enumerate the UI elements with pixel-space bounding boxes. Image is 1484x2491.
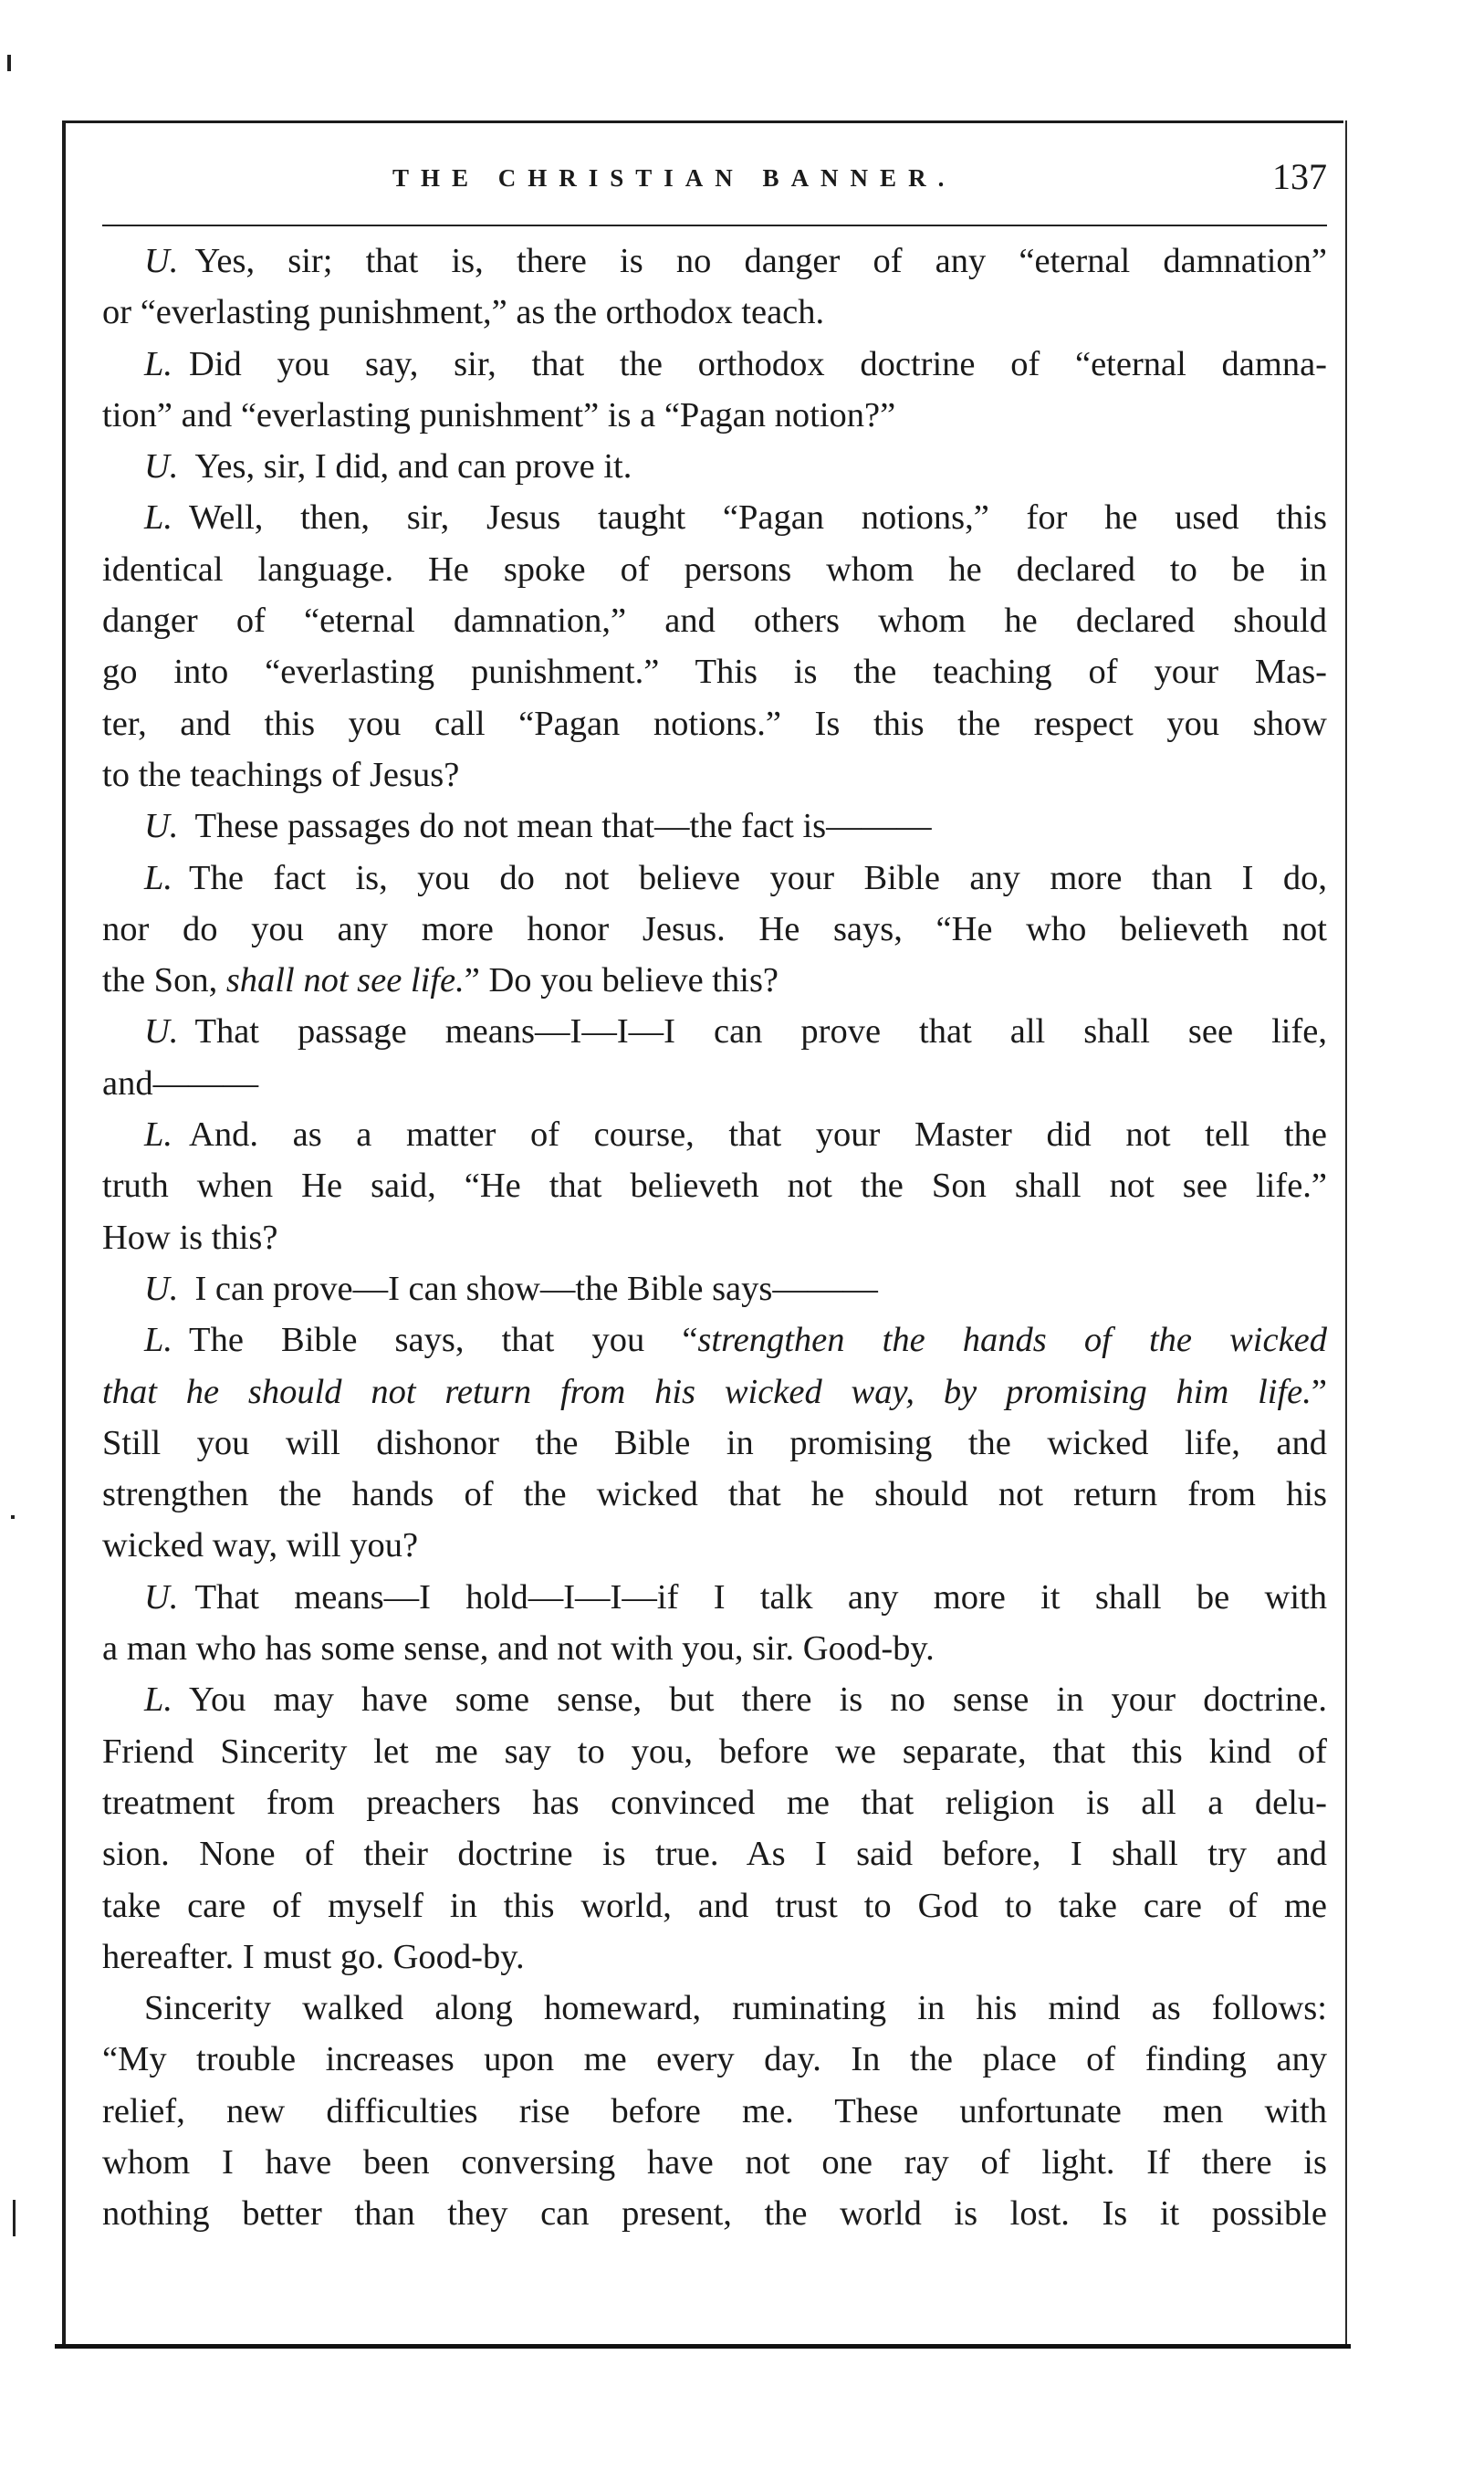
line-text-after: ” Do you believe this? — [464, 961, 779, 1000]
line-text: whom I have been conversing have not one ray of light. If there is — [102, 2142, 1327, 2182]
text-line — [102, 595, 1327, 646]
body-text — [102, 235, 1327, 2240]
line-text: danger of “eternal damnation,” and others whom he declared should — [102, 602, 1327, 641]
line-text: the Son, — [102, 961, 226, 1000]
line-text: Sincerity walked along homeward, ruminating in his mind as follows: — [144, 1989, 1327, 2028]
line-text: a man who has some sense, and not with you, sir. Good-by. — [102, 1629, 935, 1669]
text-line — [102, 441, 1327, 492]
line-text: treatment from preachers has convinced me that religion is all a delu- — [102, 1783, 1327, 1822]
text-line — [102, 853, 1327, 904]
line-text: And. as a matter of course, that your Master did not tell the — [189, 1115, 1327, 1155]
text-line — [102, 1263, 1327, 1314]
line-text: nor do you any more honor Jesus. He says, “He who believeth not — [102, 909, 1327, 948]
line-text: take care of myself in this world, and trust to God to take care of me — [102, 1886, 1327, 1925]
line-text: “My trouble increases upon me every day. In the place of finding any — [102, 2040, 1327, 2079]
text-line — [102, 1160, 1327, 1211]
text-line — [102, 492, 1327, 543]
text-line — [102, 1828, 1327, 1879]
line-text: The fact is, you do not believe your Bible any more than I do, — [189, 858, 1327, 897]
text-line — [102, 904, 1327, 955]
text-line — [102, 801, 1327, 852]
text-line — [102, 2034, 1327, 2085]
speaker-label: U. — [144, 447, 179, 487]
speaker-label: U. — [144, 807, 179, 846]
text-line — [102, 1418, 1327, 1469]
line-text: go into “everlasting punishment.” This is the teaching of your Mas- — [102, 653, 1327, 692]
scan-edge-mark — [13, 2200, 16, 2236]
scan-edge-mark — [7, 55, 11, 71]
text-line — [102, 287, 1327, 338]
line-text: strengthen the hands of the wicked that he should not return from his — [102, 1475, 1327, 1514]
speaker-label: L. — [144, 1115, 173, 1155]
line-text: identical language. He spoke of persons whom he declared to be in — [102, 549, 1327, 589]
speaker-label: L. — [144, 344, 173, 383]
speaker-label: U. — [144, 242, 179, 280]
speaker-label: U. — [144, 1577, 179, 1617]
text-line — [102, 339, 1327, 390]
line-text: Yes, sir, I did, and can prove it. — [194, 447, 632, 487]
scan-edge-mark — [11, 1515, 15, 1519]
text-line — [102, 1931, 1327, 1983]
line-text: tion” and “everlasting punishment” is a “Pagan notion?” — [102, 395, 896, 434]
line-text: How is this? — [102, 1218, 278, 1257]
line-text: sion. None of their doctrine is true. As I said before, I shall try and — [102, 1835, 1327, 1874]
text-line — [102, 1058, 1327, 1109]
line-text-after: ” — [1311, 1372, 1327, 1411]
text-line — [102, 1366, 1327, 1418]
text-line — [102, 1212, 1327, 1263]
running-header — [102, 155, 1327, 204]
line-text: Did you say, sir, that the orthodox doctrine of “eternal damna- — [189, 344, 1327, 383]
text-line — [102, 955, 1327, 1006]
speaker-label: U. — [144, 1269, 179, 1308]
text-line — [102, 1726, 1327, 1777]
text-line — [102, 1983, 1327, 2034]
text-line — [102, 1777, 1327, 1828]
line-text: and——— — [102, 1063, 259, 1103]
line-text: to the teachings of Jesus? — [102, 755, 460, 794]
line-text: Still you will dishonor the Bible in promising the wicked life, and — [102, 1423, 1327, 1462]
text-line — [102, 390, 1327, 441]
text-line — [102, 2137, 1327, 2188]
text-line — [102, 698, 1327, 749]
line-text: The Bible says, that you “ — [189, 1321, 698, 1360]
text-line — [102, 1109, 1327, 1160]
line-text: Friend Sincerity let me say to you, before we separate, that this kind of — [102, 1732, 1327, 1771]
line-text: or “everlasting punishment,” as the orthodox teach. — [102, 293, 825, 332]
text-line — [102, 1880, 1327, 1931]
line-text: wicked way, will you? — [102, 1526, 419, 1565]
speaker-label: L. — [144, 1680, 173, 1720]
header-rule — [102, 225, 1327, 226]
page-frame-bottom-rule — [55, 2344, 1351, 2349]
line-text: relief, new difficulties rise before me. These unfortunate men with — [102, 2091, 1327, 2130]
line-text: Well, then, sir, Jesus taught “Pagan notions,” for he used this — [189, 498, 1327, 538]
text-line — [102, 1006, 1327, 1057]
text-line — [102, 646, 1327, 697]
text-line — [102, 1314, 1327, 1366]
running-title: THE CHRISTIAN BANNER. — [392, 164, 956, 192]
line-text: ter, and this you call “Pagan notions.” Is this the respect you show — [102, 704, 1327, 743]
speaker-label: L. — [144, 498, 173, 538]
text-line — [102, 1674, 1327, 1725]
line-text: These passages do not mean that—the fact is——— — [194, 807, 932, 846]
line-text: That means—I hold—I—I—if I talk any more it shall be with — [194, 1577, 1327, 1617]
text-line — [102, 1572, 1327, 1623]
line-text: hereafter. I must go. Good-by. — [102, 1937, 525, 1976]
text-line — [102, 2188, 1327, 2239]
speaker-label: L. — [144, 1321, 173, 1360]
text-line — [102, 1520, 1327, 1571]
text-line — [102, 2086, 1327, 2137]
text-line — [102, 235, 1327, 287]
italic-text: that he should not return from his wicked way, by promising him life. — [102, 1372, 1312, 1411]
italic-text: strengthen the hands of the wicked — [697, 1321, 1327, 1360]
line-text: I can prove—I can show—the Bible says——— — [194, 1269, 878, 1308]
speaker-label: L. — [144, 858, 173, 897]
text-line — [102, 1623, 1327, 1674]
line-text: That passage means—I—I—I can prove that all shall see life, — [194, 1012, 1327, 1052]
line-text: truth when He said, “He that believeth not the Son shall not see life.” — [102, 1167, 1327, 1206]
line-text: nothing better than they can present, the world is lost. Is it possible — [102, 2194, 1327, 2234]
text-line — [102, 1469, 1327, 1520]
line-text: You may have some sense, but there is no sense in your doctrine. — [189, 1680, 1327, 1720]
line-text: Yes, sir; that is, there is no danger of any “eternal damnation” — [194, 242, 1327, 280]
speaker-label: U. — [144, 1012, 179, 1052]
italic-text: shall not see life. — [225, 961, 465, 1000]
page-number: 137 — [1272, 156, 1327, 197]
text-line — [102, 544, 1327, 595]
text-line — [102, 749, 1327, 801]
